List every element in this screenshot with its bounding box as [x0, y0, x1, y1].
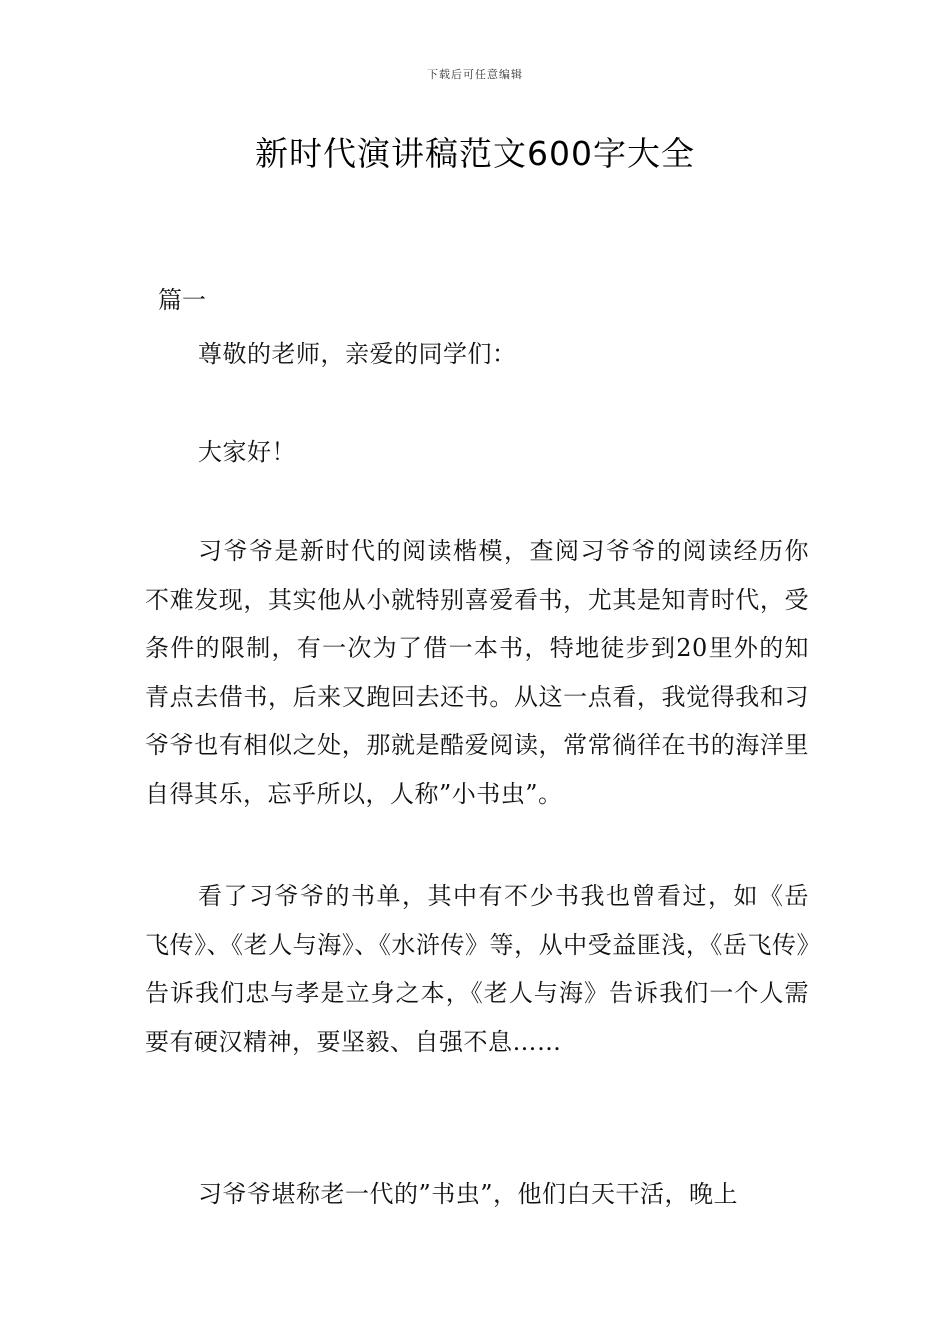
paragraph-text: 看了习爷爷的书单，其中有不少书我也曾看过，如《岳飞传》、《老人与海》、《水浒传》等，从中受益匪浅，《岳飞传》告诉我们忠与孝是立身之本，《老人与海》告诉我们一个人需要有硬汉精神，要坚毅、自强不息……: [145, 882, 809, 1056]
header-note: 下载后可任意编辑: [427, 68, 523, 81]
salutation-text: 尊敬的老师，亲爱的同学们：: [198, 340, 517, 368]
paragraph: [145, 872, 809, 1066]
salutation: [145, 330, 809, 379]
greeting: [145, 428, 809, 477]
paragraph-text: 习爷爷是新时代的阅读楷模，查阅习爷爷的阅读经历你不难发现，其实他从小就特别喜爱看书，尤其是知青时代，受条件的限制，有一次为了借一本书，特地徒步到20里外的知青点去借书，后来又跑回去还书。从这一点看，我觉得我和习爷爷也有相似之处，那就是酷爱阅读，常常徜徉在书的海洋里自得其乐，忘乎所以，人称”小书虫”。: [145, 537, 809, 808]
paragraph: [145, 1170, 809, 1219]
section-label: 篇一: [158, 286, 206, 314]
document-title: 新时代演讲稿范文600字大全: [255, 134, 695, 173]
paragraph: [145, 527, 809, 818]
paragraph-text: 习爷爷堪称老一代的”书虫”，他们白天干活，晚上: [198, 1180, 739, 1208]
greeting-text: 大家好！: [198, 438, 296, 466]
